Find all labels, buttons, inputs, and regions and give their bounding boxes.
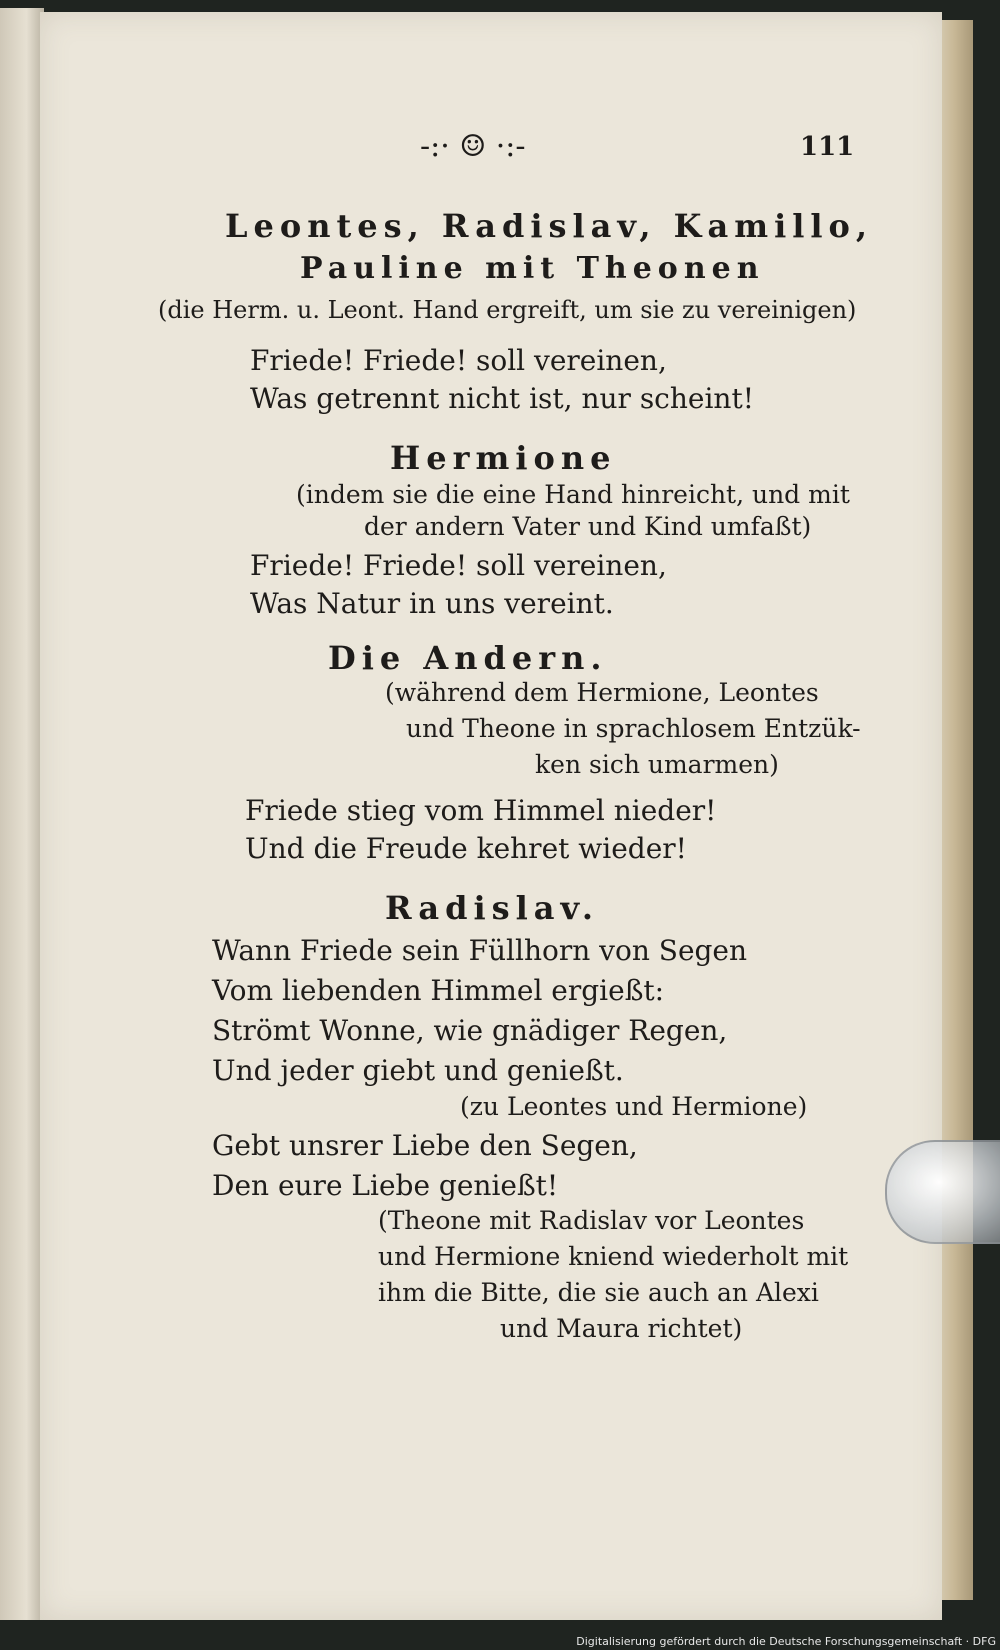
book-page: [40, 12, 942, 1620]
verse-3-line-2: Und die Freude kehret wieder!: [245, 832, 687, 865]
speaker-hermione: Hermione: [390, 439, 617, 477]
stage-direction-1: (die Herm. u. Leont. Hand ergreift, um sie zu vereinigen): [158, 296, 857, 324]
verse-1-line-2: Was getrennt nicht ist, nur scheint!: [250, 382, 754, 415]
verse-4-line-3: Strömt Wonne, wie gnädiger Regen,: [212, 1014, 728, 1047]
page-clip: [885, 1140, 1000, 1244]
digitization-footer: Digitalisierung gefördert durch die Deutsche Forschungsgemeinschaft · DFG: [576, 1635, 996, 1648]
stage-direction-3-line-1: (während dem Hermione, Leontes: [385, 678, 819, 707]
verse-5-line-1: Gebt unsrer Liebe den Segen,: [212, 1129, 638, 1162]
stage-direction-3-line-3: ken sich umarmen): [535, 750, 779, 779]
verse-2-line-1: Friede! Friede! soll vereinen,: [250, 549, 667, 582]
verse-4-line-1: Wann Friede sein Füllhorn von Segen: [212, 934, 748, 967]
speaker-andern: Die Andern.: [328, 639, 608, 677]
stage-direction-5-line-4: und Maura richtet): [500, 1314, 743, 1343]
verse-4-line-4: Und jeder giebt und genießt.: [212, 1054, 624, 1087]
stage-direction-5-line-2: und Hermione kniend wiederholt mit: [378, 1242, 849, 1271]
stage-direction-2-line-2: der andern Vater und Kind umfaßt): [364, 512, 812, 541]
verse-4-line-2: Vom liebenden Himmel ergießt:: [212, 974, 665, 1007]
verse-1-line-1: Friede! Friede! soll vereinen,: [250, 344, 667, 377]
verse-5-line-2: Den eure Liebe genießt!: [212, 1169, 559, 1202]
stage-direction-5-line-3: ihm die Bitte, die sie auch an Alexi: [378, 1278, 819, 1307]
stage-direction-4: (zu Leontes und Hermione): [460, 1092, 808, 1121]
speakers-line-1: Leontes, Radislav, Kamillo,: [225, 207, 874, 245]
stage-direction-3-line-2: und Theone in sprachlosem Entzük-: [406, 714, 861, 743]
verse-2-line-2: Was Natur in uns vereint.: [250, 587, 614, 620]
verse-3-line-1: Friede stieg vom Himmel nieder!: [245, 794, 717, 827]
stage-direction-2-line-1: (indem sie die eine Hand hinreicht, und mit: [296, 480, 850, 509]
stage-direction-5-line-1: (Theone mit Radislav vor Leontes: [378, 1206, 805, 1235]
speakers-line-2: Pauline mit Theonen: [300, 251, 765, 286]
facing-page-edge: [0, 8, 44, 1620]
page-number: 111: [800, 132, 855, 162]
header-ornament: -:· ☺ ·:-: [420, 129, 526, 164]
speaker-radislav: Radislav.: [385, 889, 600, 927]
